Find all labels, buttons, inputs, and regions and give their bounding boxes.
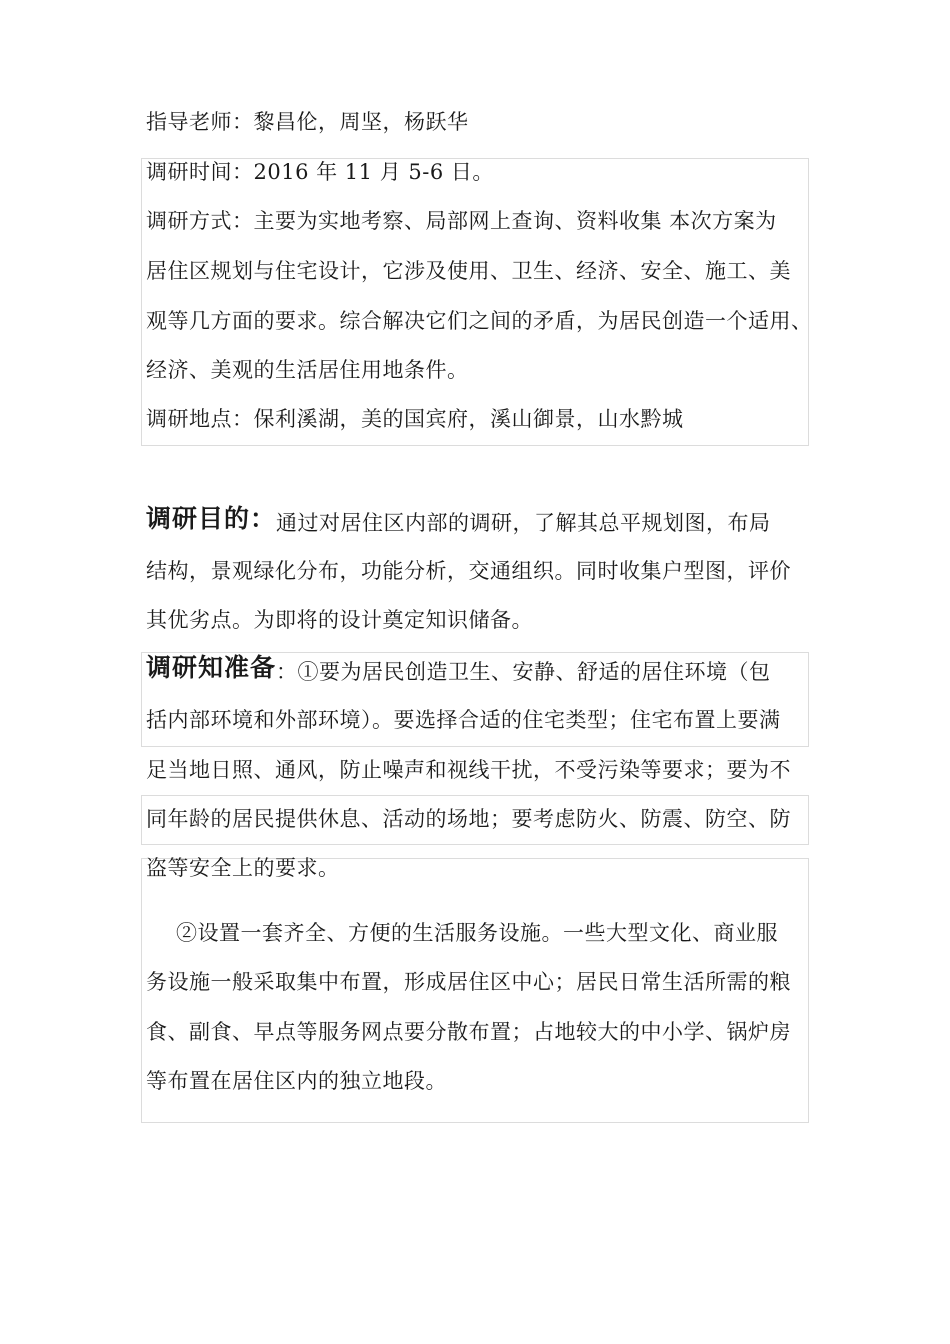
purpose-heading: 调研目的： (146, 504, 277, 533)
method-line-3: 观等几方面的要求。综合解决它们之间的矛盾，为居民创造一个适用、 (146, 309, 813, 333)
preparation-heading: 调研知准备 (146, 653, 277, 682)
text-frame-survey-info (141, 158, 809, 446)
preparation-line-4: 同年龄的居民提供休息、活动的场地；要考虑防火、防震、防空、防 (146, 807, 791, 831)
method-line-2: 居住区规划与住宅设计，它涉及使用、卫生、经济、安全、施工、美 (146, 259, 791, 283)
services-line-1: ②设置一套齐全、方便的生活服务设施。一些大型文化、商业服 (176, 921, 778, 945)
services-line-2: 务设施一般采取集中布置，形成居住区中心；居民日常生活所需的粮 (146, 970, 791, 994)
preparation-paragraph-first-line (146, 653, 771, 685)
preparation-first-line: ：①要为居民创造卫生、安静、舒适的居住环境（包 (276, 660, 771, 684)
purpose-line-3: 其优劣点。为即将的设计奠定知识储备。 (146, 608, 533, 632)
preparation-line-3: 足当地日照、通风，防止噪声和视线干扰，不受污染等要求；要为不 (146, 758, 791, 782)
survey-location-line: 调研地点：保利溪湖，美的国宾府，溪山御景，山水黔城 (146, 407, 684, 431)
survey-time-line: 调研时间：2016 年 11 月 5-6 日。 (146, 160, 494, 184)
services-line-3: 食、副食、早点等服务网点要分散布置；占地较大的中小学、锅炉房 (146, 1020, 791, 1044)
method-line-4: 经济、美观的生活居住用地条件。 (146, 358, 469, 382)
preparation-line-2: 括内部环境和外部环境）。要选择合适的住宅类型；住宅布置上要满 (146, 708, 781, 732)
services-line-4: 等布置在居住区内的独立地段。 (146, 1069, 447, 1093)
advisors-line: 指导老师：黎昌伦，周坚，杨跃华 (146, 110, 469, 134)
preparation-line-5: 盗等安全上的要求。 (146, 856, 340, 880)
purpose-paragraph-first-line (146, 504, 771, 536)
purpose-first-line: 通过对居住区内部的调研，了解其总平规划图，布局 (276, 511, 771, 535)
method-line-1: 调研方式：主要为实地考察、局部网上查询、资料收集 本次方案为 (146, 209, 777, 233)
purpose-line-2: 结构，景观绿化分布，功能分析，交通组织。同时收集户型图，评价 (146, 559, 791, 583)
